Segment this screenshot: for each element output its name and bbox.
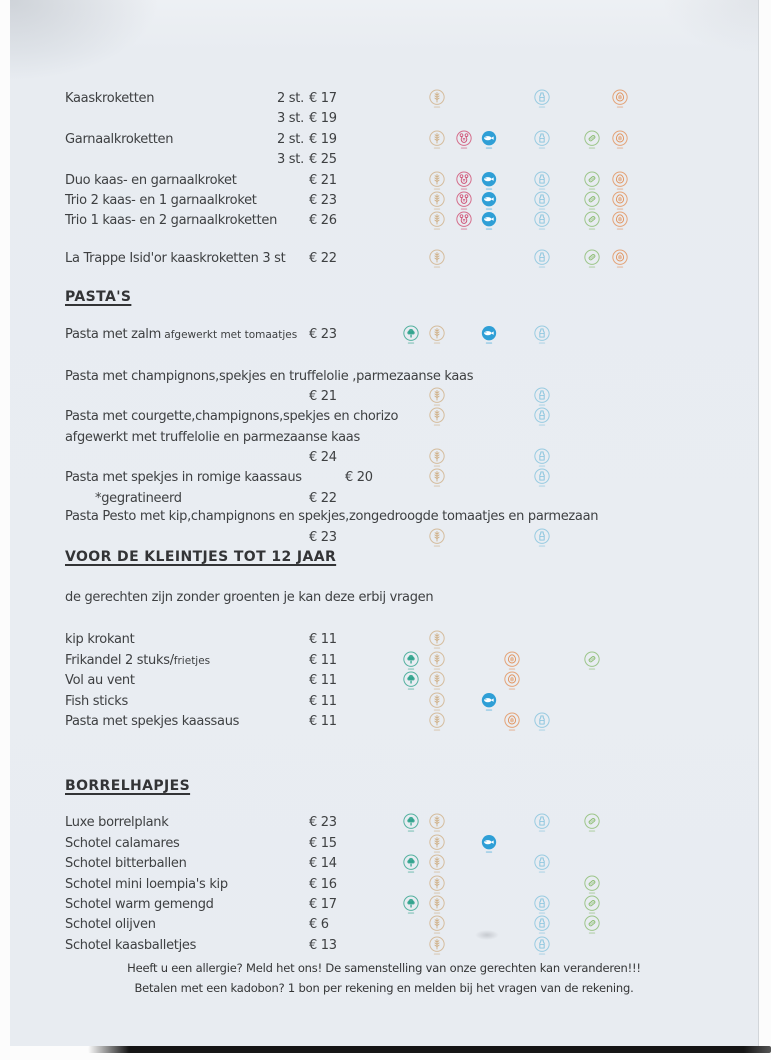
gluten-allergen-icon [427, 447, 447, 469]
milk-allergen-icon [532, 935, 552, 957]
gluten-allergen-icon [427, 833, 447, 855]
item-price: € 23 [309, 529, 337, 545]
egg-allergen-icon [502, 650, 522, 672]
gluten-allergen-icon [427, 650, 447, 672]
milk-allergen-icon [532, 467, 552, 489]
egg-allergen-icon [610, 190, 630, 212]
item-name: afgewerkt met truffelolie en parmezaanse kaas [65, 429, 360, 445]
item-name: Pasta met spekjes kaassaus [65, 713, 240, 729]
menu-item-row [10, 469, 758, 489]
fish-allergen-icon [479, 210, 499, 232]
menu-item-row [10, 212, 758, 232]
fish-allergen-icon [479, 190, 499, 212]
soy-allergen-icon [582, 170, 602, 192]
soy-allergen-icon [582, 874, 602, 896]
item-name: Schotel warm gemengd [65, 896, 214, 912]
gluten-allergen-icon [427, 691, 447, 713]
item-name: Pasta met champignons,spekjes en truffelolie ,parmezaanse kaas [65, 368, 474, 384]
item-quantity: 3 st. [277, 152, 304, 168]
menu-item-row [10, 192, 758, 212]
item-price: € 6 [309, 917, 329, 933]
milk-allergen-icon [532, 190, 552, 212]
item-price: € 11 [309, 632, 337, 648]
milk-allergen-icon [532, 129, 552, 151]
gluten-allergen-icon [427, 170, 447, 192]
gluten-allergen-icon [427, 711, 447, 733]
section-heading-row-borrelhapjes [10, 778, 758, 798]
fish-allergen-icon [479, 129, 499, 151]
celery-allergen-icon [401, 853, 421, 875]
milk-allergen-icon [532, 812, 552, 834]
soy-allergen-icon [582, 914, 602, 936]
item-price: € 11 [309, 652, 337, 668]
item-price: € 15 [309, 835, 337, 851]
celery-allergen-icon [401, 650, 421, 672]
egg-allergen-icon [610, 170, 630, 192]
menu-item-row [10, 110, 758, 130]
soy-allergen-icon [582, 812, 602, 834]
gluten-allergen-icon [427, 248, 447, 270]
item-name: Pasta met zalm afgewerkt met tomaatjes [65, 327, 298, 343]
section-heading-kleintjes: VOOR DE KLEINTJES TOT 12 JAAR [65, 549, 337, 566]
item-name: La Trappe Isid'or kaaskroketten 3 st [65, 250, 286, 266]
soy-allergen-icon [582, 129, 602, 151]
milk-allergen-icon [532, 210, 552, 232]
item-price: € 19 [309, 111, 337, 127]
item-name: Schotel bitterballen [65, 856, 187, 872]
item-price: € 23 [309, 192, 337, 208]
section-heading-row-kleintjes [10, 549, 758, 569]
item-price: € 21 [309, 388, 337, 404]
item-name: de gerechten zijn zonder groenten je kan deze erbij vragen [65, 590, 434, 606]
scan-bottom-edge [88, 1046, 771, 1053]
milk-allergen-icon [532, 88, 552, 110]
item-name-small: frietjes [173, 654, 211, 667]
item-price: € 26 [309, 213, 337, 229]
scanned-menu-page [10, 0, 759, 1046]
milk-allergen-icon [532, 527, 552, 549]
item-name: Trio 1 kaas- en 2 garnaalkroketten [65, 213, 278, 229]
soy-allergen-icon [582, 190, 602, 212]
gluten-allergen-icon [427, 88, 447, 110]
item-name: Pasta Pesto met kip,champignons en spekjes,zongedroogde tomaatjes en parmezaan [65, 509, 599, 525]
item-name: Trio 2 kaas- en 1 garnaalkroket [65, 192, 257, 208]
menu-item-row [10, 631, 758, 651]
section-heading-borrelhapjes: BORRELHAPJES [65, 778, 191, 795]
crustaceans-allergen-icon [454, 170, 474, 192]
menu-text-row [10, 429, 758, 449]
egg-allergen-icon [610, 248, 630, 270]
item-price: € 13 [309, 937, 337, 953]
fish-allergen-icon [479, 170, 499, 192]
item-price: € 16 [309, 876, 337, 892]
soy-allergen-icon [582, 210, 602, 232]
menu-item-row [10, 916, 758, 936]
gluten-allergen-icon [427, 670, 447, 692]
milk-allergen-icon [532, 170, 552, 192]
soy-allergen-icon [582, 894, 602, 916]
milk-allergen-icon [532, 914, 552, 936]
menu-item-row [10, 652, 758, 672]
item-price: € 17 [309, 91, 337, 106]
item-price: € 22 [309, 250, 337, 266]
menu-item-row [10, 151, 758, 171]
celery-allergen-icon [401, 324, 421, 346]
item-name: Duo kaas- en garnaalkroket [65, 172, 237, 188]
menu-item-row [10, 713, 758, 733]
menu-item-row [10, 529, 758, 549]
menu-item-row [10, 855, 758, 875]
egg-allergen-icon [502, 670, 522, 692]
item-price: € 19 [309, 131, 337, 147]
milk-allergen-icon [532, 406, 552, 428]
celery-allergen-icon [401, 812, 421, 834]
gluten-allergen-icon [427, 935, 447, 957]
fish-allergen-icon [479, 833, 499, 855]
item-name-small: afgewerkt met tomaatjes [160, 329, 298, 342]
milk-allergen-icon [532, 711, 552, 733]
item-price: € 11 [309, 673, 337, 689]
gluten-allergen-icon [427, 129, 447, 151]
celery-allergen-icon [401, 670, 421, 692]
soy-allergen-icon [582, 248, 602, 270]
menu-item-row [10, 449, 758, 469]
crustaceans-allergen-icon [454, 190, 474, 212]
item-price: € 11 [309, 693, 337, 709]
item-price: € 20 [345, 470, 373, 486]
item-price: € 25 [309, 152, 337, 168]
menu-item-row [10, 835, 758, 855]
gluten-allergen-icon [427, 406, 447, 428]
menu-footer [10, 959, 758, 998]
milk-allergen-icon [532, 853, 552, 875]
crustaceans-allergen-icon [454, 210, 474, 232]
allergy-note: Heeft u een allergie? Meld het ons! De samenstelling van onze gerechten kan veranderen!!! [127, 961, 641, 976]
item-price: € 23 [309, 815, 337, 831]
menu-item-row [10, 672, 758, 692]
crustaceans-allergen-icon [454, 129, 474, 151]
menu-text-row [10, 368, 758, 388]
section-heading-pastas: PASTA'S [65, 289, 132, 306]
item-price: € 21 [309, 172, 337, 188]
fish-allergen-icon [479, 691, 499, 713]
item-name: Schotel mini loempia's kip [65, 876, 228, 892]
gluten-allergen-icon [427, 386, 447, 408]
egg-allergen-icon [610, 210, 630, 232]
item-name: Pasta met spekjes in romige kaassaus [65, 470, 302, 486]
menu-item-row [10, 876, 758, 896]
item-name: Schotel kaasballetjes [65, 937, 197, 953]
egg-allergen-icon [610, 88, 630, 110]
menu-item-row [10, 172, 758, 192]
item-quantity: 2 st. [277, 131, 304, 147]
milk-allergen-icon [532, 894, 552, 916]
gluten-allergen-icon [427, 190, 447, 212]
gluten-allergen-icon [427, 210, 447, 232]
gluten-allergen-icon [427, 324, 447, 346]
item-price: € 24 [309, 450, 337, 466]
menu-item-row [10, 131, 758, 151]
menu-text-row [10, 408, 758, 428]
egg-allergen-icon [502, 711, 522, 733]
voucher-note: Betalen met een kadobon? 1 bon per rekening en melden bij het vragen van de rekening. [134, 980, 634, 995]
item-quantity: 3 st. [277, 111, 304, 127]
item-name: Kaaskroketten [65, 91, 155, 106]
item-name: Vol au vent [65, 673, 135, 689]
item-price: € 14 [309, 856, 337, 872]
menu-item-row [10, 388, 758, 408]
celery-allergen-icon [401, 894, 421, 916]
scan-smudge [475, 930, 499, 940]
item-quantity: 2 st. [277, 91, 304, 106]
fish-allergen-icon [479, 324, 499, 346]
menu-text-row [10, 508, 758, 528]
item-price: € 22 [309, 490, 337, 506]
menu-item-row [10, 693, 758, 713]
item-name: Fish sticks [65, 693, 128, 709]
menu-item-row [10, 814, 758, 834]
item-price: € 17 [309, 896, 337, 912]
section-heading-row-pastas [10, 289, 758, 309]
menu-item-row [10, 90, 758, 110]
milk-allergen-icon [532, 447, 552, 469]
menu-text-row [10, 589, 758, 609]
milk-allergen-icon [532, 386, 552, 408]
menu-item-row [10, 937, 758, 957]
item-name: kip krokant [65, 632, 135, 648]
milk-allergen-icon [532, 324, 552, 346]
item-name: *gegratineerd [95, 490, 182, 506]
menu-item-row [10, 250, 758, 270]
egg-allergen-icon [610, 129, 630, 151]
gluten-allergen-icon [427, 894, 447, 916]
gluten-allergen-icon [427, 853, 447, 875]
milk-allergen-icon [532, 248, 552, 270]
item-price: € 23 [309, 327, 337, 343]
menu-content [10, 0, 758, 957]
item-name: Pasta met courgette,champignons,spekjes en chorizo [65, 409, 399, 425]
menu-item-row [10, 490, 758, 510]
item-name: Luxe borrelplank [65, 815, 169, 831]
item-price: € 11 [309, 713, 337, 729]
gluten-allergen-icon [427, 874, 447, 896]
menu-item-row [10, 896, 758, 916]
soy-allergen-icon [582, 650, 602, 672]
item-name: Frikandel 2 stuks/frietjes [65, 652, 211, 668]
gluten-allergen-icon [427, 914, 447, 936]
item-name: Schotel olijven [65, 917, 156, 933]
gluten-allergen-icon [427, 812, 447, 834]
gluten-allergen-icon [427, 527, 447, 549]
item-name: Garnaalkroketten [65, 131, 174, 147]
menu-item-row [10, 326, 758, 346]
gluten-allergen-icon [427, 629, 447, 651]
gluten-allergen-icon [427, 467, 447, 489]
item-name: Schotel calamares [65, 835, 180, 851]
